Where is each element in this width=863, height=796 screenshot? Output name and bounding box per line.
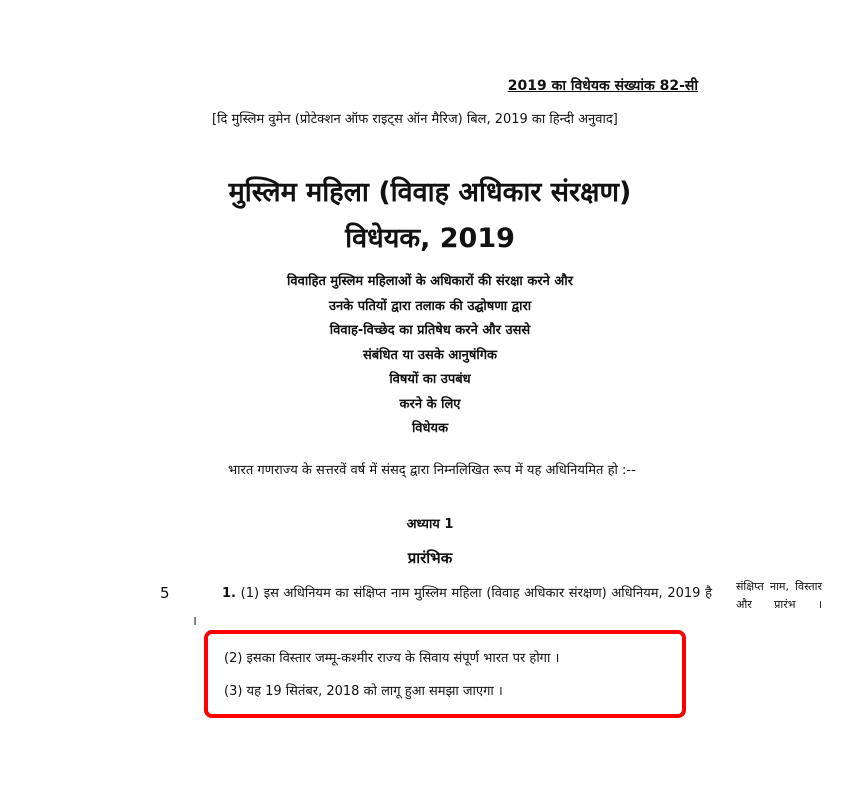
subsection-2: (2) इसका विस्तार जम्मू-कश्मीर राज्य के सिवाय संपूर्ण भारत पर होगा । <box>224 651 560 666</box>
chapter-title: प्रारंभिक <box>407 549 453 567</box>
translation-note: [दि मुस्लिम वुमेन (प्रोटेक्शन ऑफ राइट्स ऑन मैरिज) बिल, 2019 का हिन्दी अनुवाद] <box>212 112 618 127</box>
section-number: 1. <box>222 586 236 601</box>
long-title-line: विषयों का उपबंध <box>389 372 471 387</box>
line-number: 5 <box>160 584 170 602</box>
highlight-annotation-box <box>204 630 686 718</box>
enacting-clause: भारत गणराज्य के सत्तरवें वर्ष में संसद् द्वारा निम्नलिखित रूप में यह अधिनियमित हो :-- <box>228 463 636 478</box>
long-title-line: विवाह-विच्छेद का प्रतिषेध करने और उससे <box>329 323 531 338</box>
subsection-3: (3) यह 19 सितंबर, 2018 को लागू हुआ समझा जाएगा । <box>224 684 503 699</box>
chapter-heading: अध्याय 1 <box>406 517 454 532</box>
long-title <box>160 270 700 442</box>
bill-title-line1: मुस्लिम महिला (विवाह अधिकार संरक्षण) <box>228 177 632 208</box>
long-title-line: संबंधित या उसके आनुषंगिक <box>362 347 498 363</box>
long-title-line: करने के लिए <box>399 396 461 412</box>
long-title-line: उनके पतियों द्वारा तलाक की उद्घोषणा द्वारा <box>328 298 532 314</box>
marginal-note: संक्षिप्त नाम, विस्तार और प्रारंभ । <box>736 580 822 611</box>
long-title-line: विवाहित मुस्लिम महिलाओं के अधिकारों की संरक्षा करने और <box>287 274 573 289</box>
section-1 <box>192 580 712 636</box>
bill-title-line2: विधेयक, 2019 <box>345 223 515 254</box>
section-1-text: (1) इस अधिनियम का संक्षिप्त नाम मुस्लिम महिला (विवाह अधिकार संरक्षण) अधिनियम, 2019 है । <box>192 586 712 629</box>
bill-number: 2019 का विधेयक संख्यांक 82-सी <box>507 78 698 94</box>
long-title-line: विधेयक <box>411 421 449 436</box>
